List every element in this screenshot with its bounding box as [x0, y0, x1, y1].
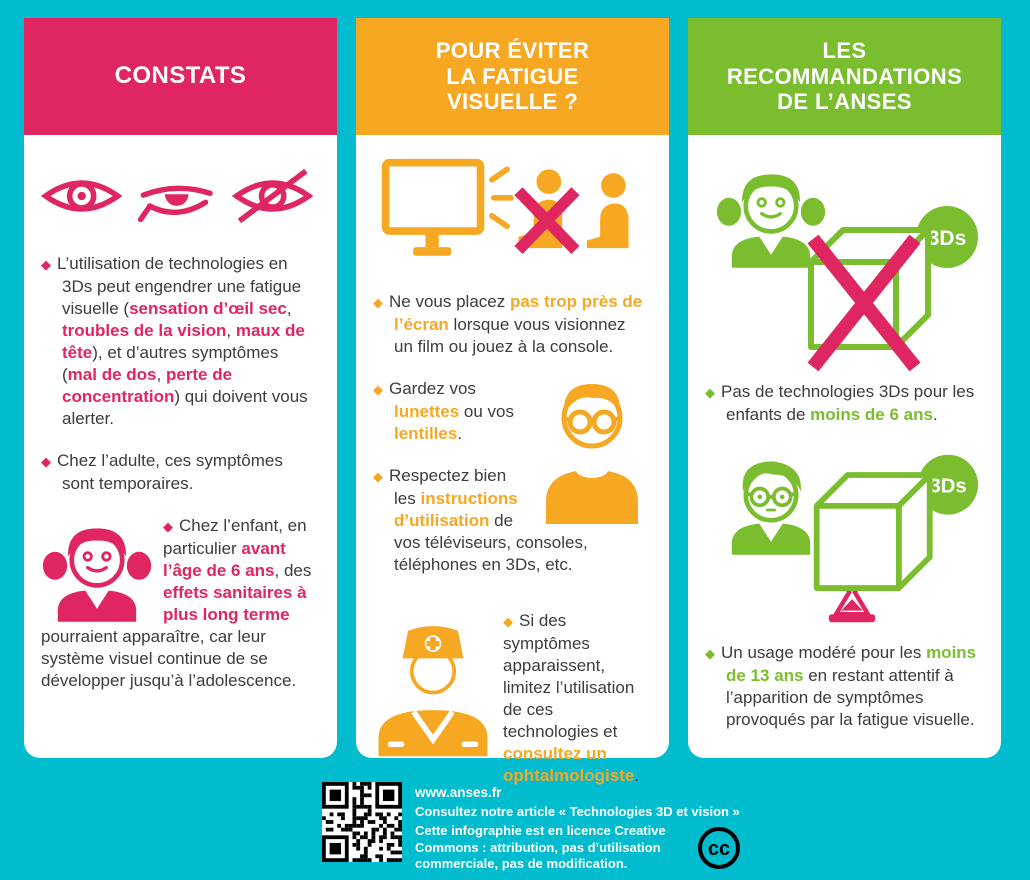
tv-viewers-icon [373, 157, 645, 269]
no-vision-eye-icon [232, 165, 313, 227]
footer-text [415, 782, 742, 873]
screen-rays-icon [492, 169, 511, 226]
3ds-cube-icon [805, 446, 981, 618]
bullet-diamond-icon: ◆ [705, 385, 715, 400]
eviter-bullet-4-text: Si des symptômes apparaissent, limitez l’utilisation de ces technologies et consultez un ophtalmologiste. [503, 611, 640, 785]
footer-article: Consultez notre article « Technologies 3D et vision » [415, 804, 740, 819]
constats-bullet-1 [41, 253, 313, 430]
eviter-title: POUR ÉVITER LA FATIGUE VISUELLE ? [435, 37, 590, 115]
reco-title: LES RECOMMANDATIONS DE L’ANSES [726, 37, 963, 115]
eviter-bullet-1-text: Ne vous placez pas trop près de l’écran lorsque vous visionnez un film ou jouez à la console. [389, 292, 643, 356]
bullet-diamond-icon: ◆ [503, 614, 513, 629]
constats-bullet-2 [41, 450, 313, 495]
eviter-bullet-3-text: Respectez bien les instructions d’utilisation de vos téléviseurs, consoles, téléphones en 3Ds, etc. [389, 466, 588, 574]
far-viewer-icon [587, 173, 629, 248]
reco-bullet-1-text: Pas de technologies 3Ds pour les enfants de moins de 6 ans. [721, 382, 975, 424]
footer-license: Cette infographie est en licence Creative Commons : attribution, pas d’utilisation commerciale, pas de modification. [415, 823, 666, 872]
bullet-diamond-icon: ◆ [41, 257, 51, 272]
bullet-diamond-icon: ◆ [41, 454, 51, 469]
constats-child-block [41, 515, 313, 692]
creative-commons-icon [696, 825, 742, 871]
eviter-doctor-block [373, 610, 645, 787]
constats-body [24, 135, 337, 706]
bullet-diamond-icon: ◆ [373, 469, 383, 484]
column-constats [24, 18, 337, 758]
tv-screen-icon [386, 163, 481, 256]
3ds-badge-label: 3Ds [927, 227, 967, 250]
cc-label: cc [707, 837, 731, 860]
footer-url: www.anses.fr [415, 785, 502, 800]
reco-body [688, 135, 1001, 751]
3ds-badge-label: 3Ds [929, 475, 967, 498]
reco-bullet-2-text: Un usage modéré pour les moins de 13 ans en restant attentif à l’apparition de symptômes provoqués par la fatigue visuelle. [721, 643, 977, 729]
eviter-bullet-1 [373, 291, 645, 358]
constats-bullet-3-text: Chez l’enfant, en particulier avant l’âge de 6 ans, des effets sanitaires à plus long terme pourraient apparaître, car leur système visuel continue de se développer jusqu’à l’adolescence. [41, 516, 312, 690]
footer [322, 782, 1030, 873]
reco-bullet-1 [705, 381, 977, 426]
constats-title: CONSTATS [114, 62, 247, 90]
reco-header [688, 18, 1001, 135]
crossed-3ds-cube-icon [799, 185, 981, 377]
column-recommandations [688, 18, 1001, 758]
column-eviter-fatigue [356, 18, 669, 785]
moderate-use-under-13-illustration [705, 446, 977, 642]
no-3d-under-6-illustration [705, 149, 977, 381]
man-with-glasses-icon [540, 374, 645, 524]
reco-bullet-2 [705, 642, 977, 731]
eviter-glasses-block [373, 378, 645, 596]
eviter-bullet-2-text: Gardez vos lunettes ou vos lentilles. [389, 379, 514, 443]
constats-bullet-1-text: L’utilisation de technologies en 3Ds peut engendrer une fatigue visuelle (sensation d’œil sec, troubles de la vision, maux de tête), et d’autres symptômes (mal de dos, perte de concentration) qui doivent vous alerter. [57, 254, 308, 428]
constats-bullet-2-text: Chez l’adulte, ces symptômes sont temporaires. [57, 451, 283, 493]
cube-3d-icon [817, 475, 930, 588]
bullet-diamond-icon: ◆ [373, 382, 383, 397]
eviter-body [356, 135, 669, 801]
bullet-diamond-icon: ◆ [373, 295, 383, 310]
eye-icons-row [41, 165, 313, 227]
irritated-eye-icon [41, 165, 122, 227]
eviter-header [356, 18, 669, 135]
bullet-diamond-icon: ◆ [705, 646, 715, 661]
bullet-diamond-icon: ◆ [163, 519, 173, 534]
qr-code [322, 782, 402, 862]
screen-distance-illustration [373, 157, 645, 269]
girl-pigtails-icon [41, 517, 153, 622]
footer-license-row [415, 823, 742, 873]
tired-eye-icon [137, 165, 216, 227]
doctor-icon [373, 612, 493, 762]
constats-header [24, 18, 337, 135]
